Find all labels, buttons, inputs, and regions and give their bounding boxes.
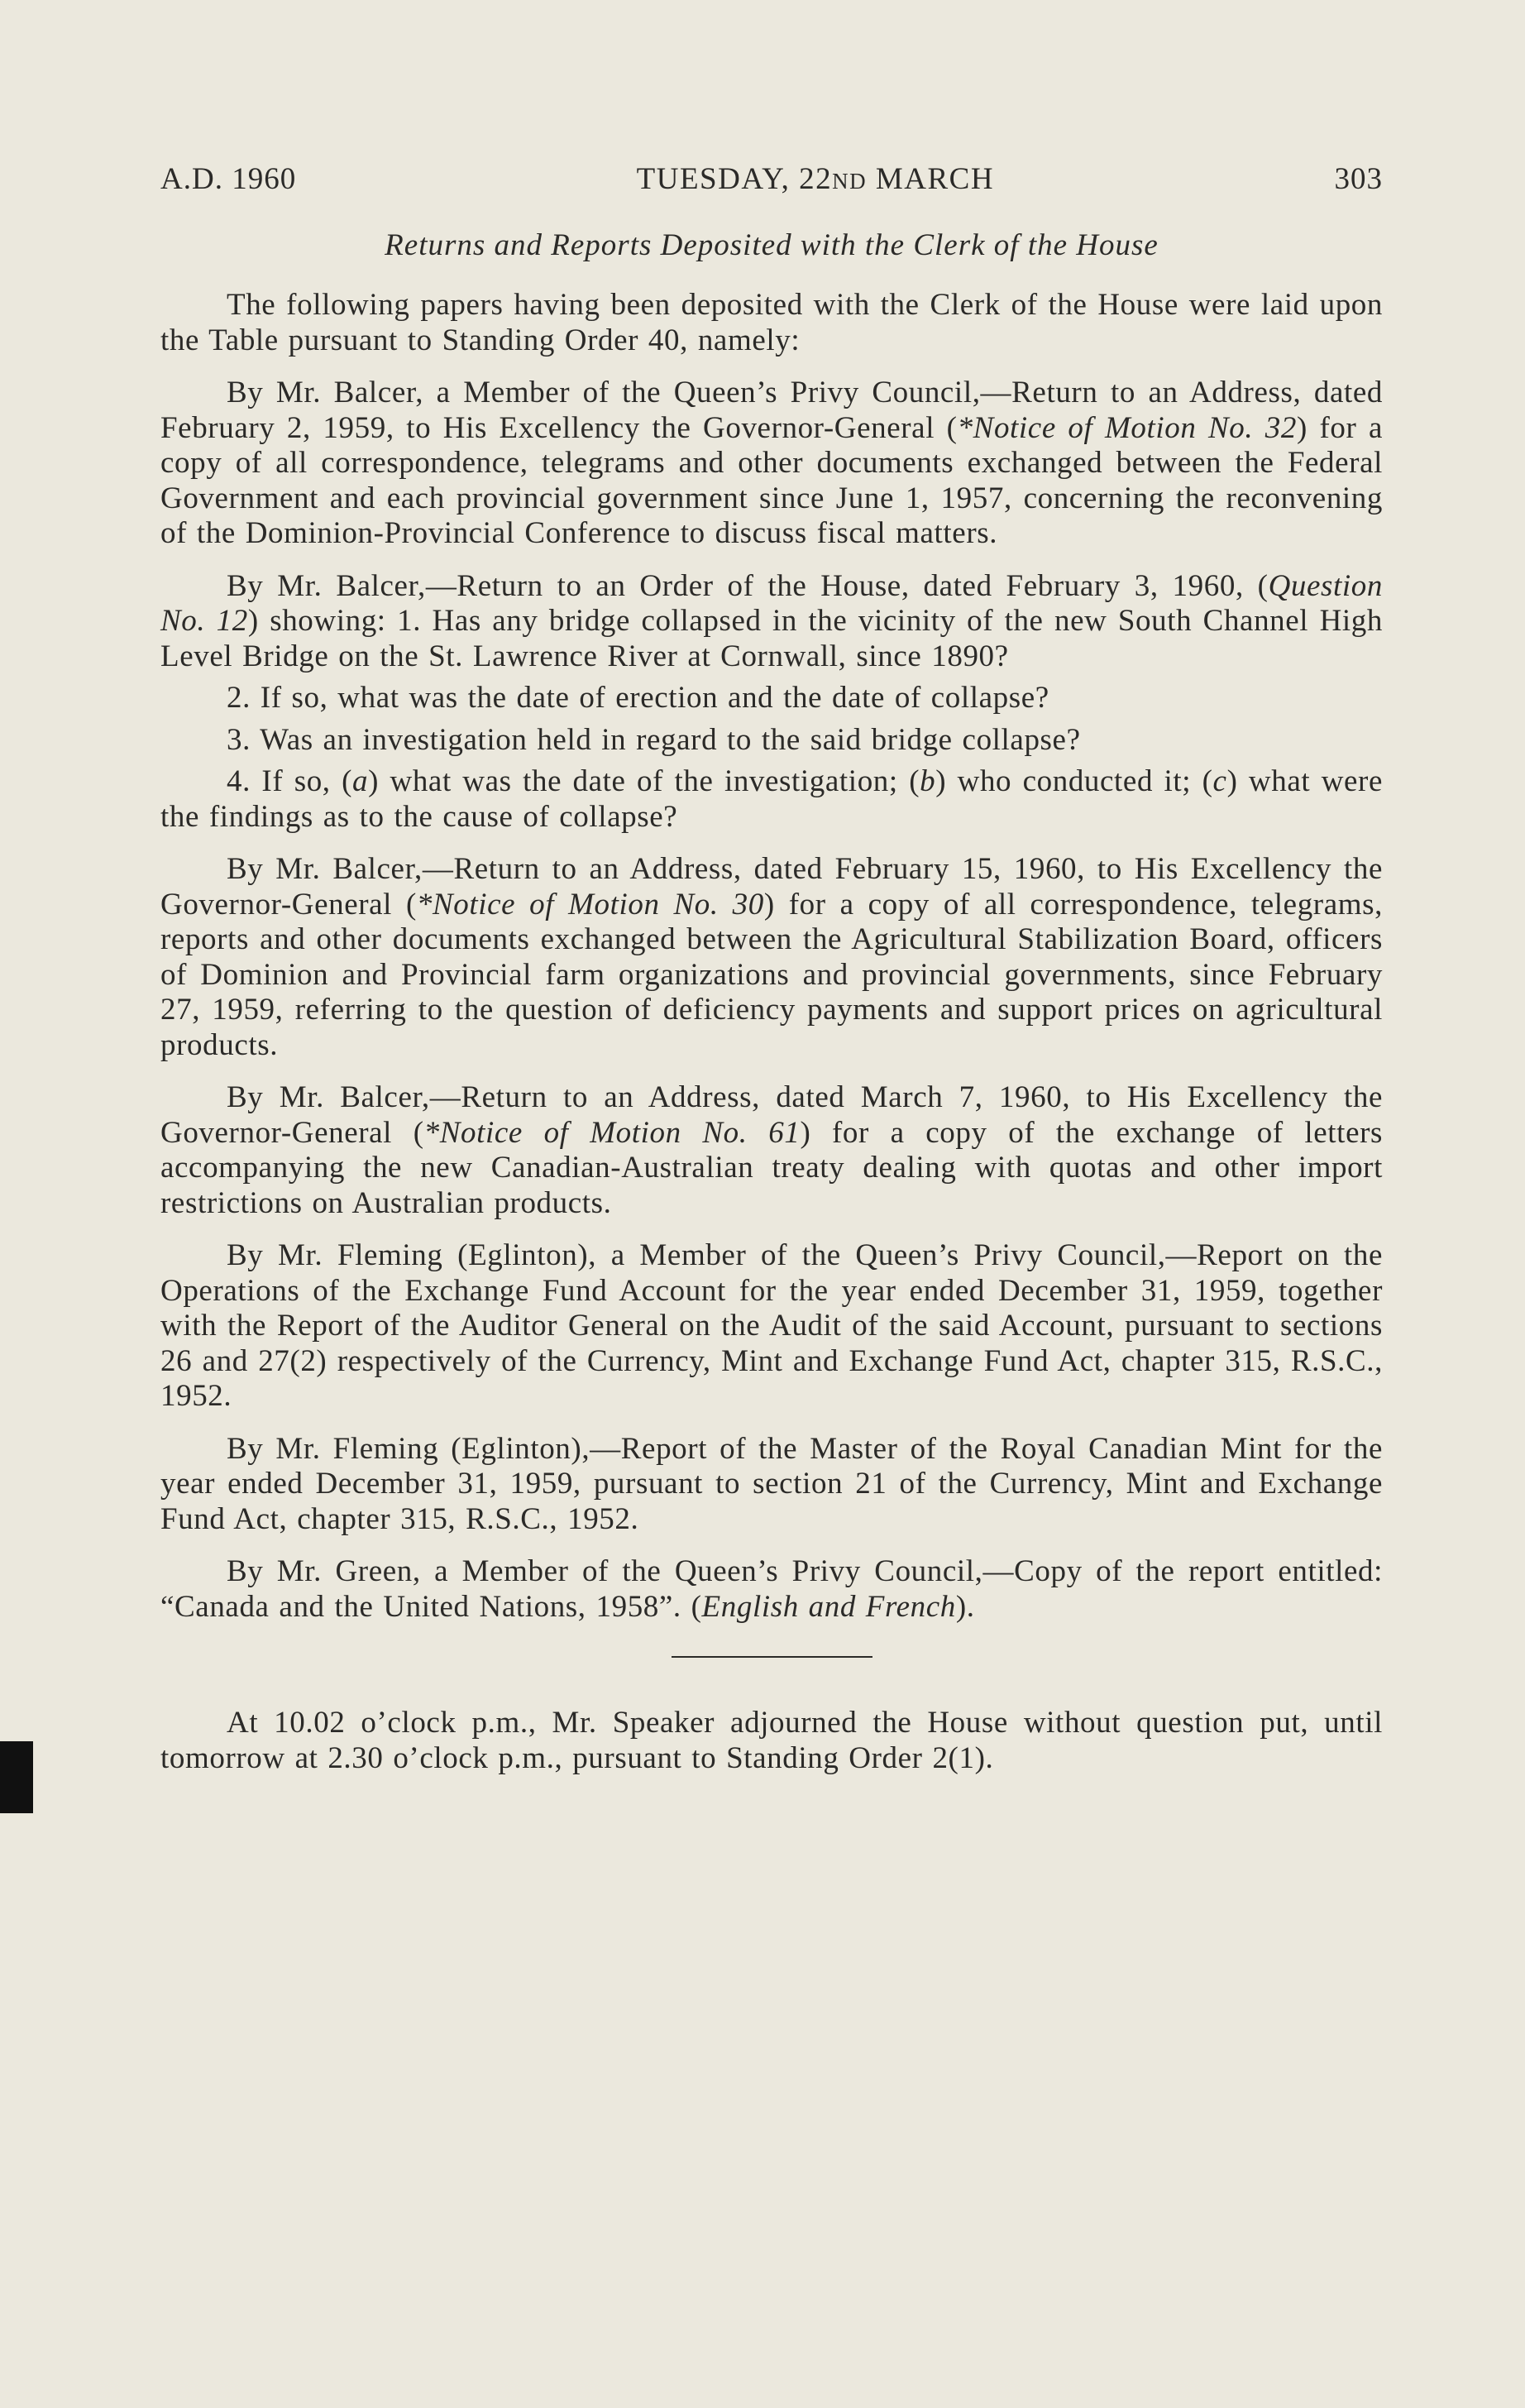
question-3: 3. Was an investigation held in regard to the said bridge collapse? (227, 722, 1081, 757)
scan-edge-mark (0, 1741, 33, 1813)
page-number: 303 (1334, 162, 1383, 196)
journal-page (160, 161, 1383, 1793)
section-divider (672, 1656, 872, 1658)
section-heading: Returns and Reports Deposited with the Clerk of the House (385, 228, 1159, 262)
return-paragraph-3: By Mr. Balcer,—Return to an Address, dated February 15, 1960, to His Excellency the Governor-General (*Notice of Motion No. 30) for a copy of all correspondence, telegrams, reports and other documents exchanged between the Agricultural Stabilization Board, officers of Dominion and Provincial farm organizations and provincial governments, since February 27, 1959, referring to the question of deficiency payments and support prices on agricultural products. (160, 852, 1383, 1062)
header-year: A.D. 1960 (160, 162, 297, 196)
header-date: TUESDAY, 22ND MARCH (636, 162, 995, 196)
return-paragraph-1: By Mr. Balcer, a Member of the Queen’s Privy Council,—Return to an Address, dated February 2, 1959, to His Excellency the Governor-General (*Notice of Motion No. 32) for a copy of all correspondence, telegrams and other documents exchanged between the Federal Government and each provincial government since June 1, 1957, concerning the reconvening of the Dominion-Provincial Conference to discuss fiscal matters. (160, 376, 1383, 550)
running-head (160, 161, 1383, 203)
return-paragraph-2: By Mr. Balcer,—Return to an Order of the House, dated February 3, 1960, (Question No. 12) showing: 1. Has any bridge collapsed in the vicinity of the new South Channel High Level Bridge on the St. Lawrence River at Cornwall, since 1890? (160, 568, 1383, 673)
report-paragraph-3: By Mr. Green, a Member of the Queen’s Privy Council,—Copy of the report entitled: “Canada and the United Nations, 1958”. (English and French). (160, 1554, 1383, 1624)
report-paragraph-2: By Mr. Fleming (Eglinton),—Report of the Master of the Royal Canadian Mint for the year ended December 31, 1959, pursuant to section 21 of the Currency, Mint and Exchange Fund Act, chapter 315, R.S.C., 1952. (160, 1431, 1383, 1536)
report-paragraph-1: By Mr. Fleming (Eglinton), a Member of the Queen’s Privy Council,—Report on the Operations of the Exchange Fund Account for the year ended December 31, 1959, together with the Report of the Auditor General on the Audit of the said Account, pursuant to sections 26 and 27(2) respectively of the Currency, Mint and Exchange Fund Act, chapter 315, R.S.C., 1952. (160, 1238, 1383, 1413)
adjournment-paragraph: At 10.02 o’clock p.m., Mr. Speaker adjourned the House without question put, until tomorrow at 2.30 o’clock p.m., pursuant to Standing Order 2(1). (160, 1706, 1383, 1775)
return-paragraph-4: By Mr. Balcer,—Return to an Address, dated March 7, 1960, to His Excellency the Governor-General (*Notice of Motion No. 61) for a copy of the exchange of letters accompanying the new Canadian-Australian treaty dealing with quotas and other import restrictions on Australian products. (160, 1080, 1384, 1220)
question-4: 4. If so, (a) what was the date of the investigation; (b) who conducted it; (c) what were the findings as to the cause of collapse? (160, 764, 1383, 834)
question-2: 2. If so, what was the date of erection and the date of collapse? (227, 681, 1049, 715)
intro-paragraph: The following papers having been deposited with the Clerk of the House were laid upon the Table pursuant to Standing Order 40, namely: (160, 288, 1383, 357)
